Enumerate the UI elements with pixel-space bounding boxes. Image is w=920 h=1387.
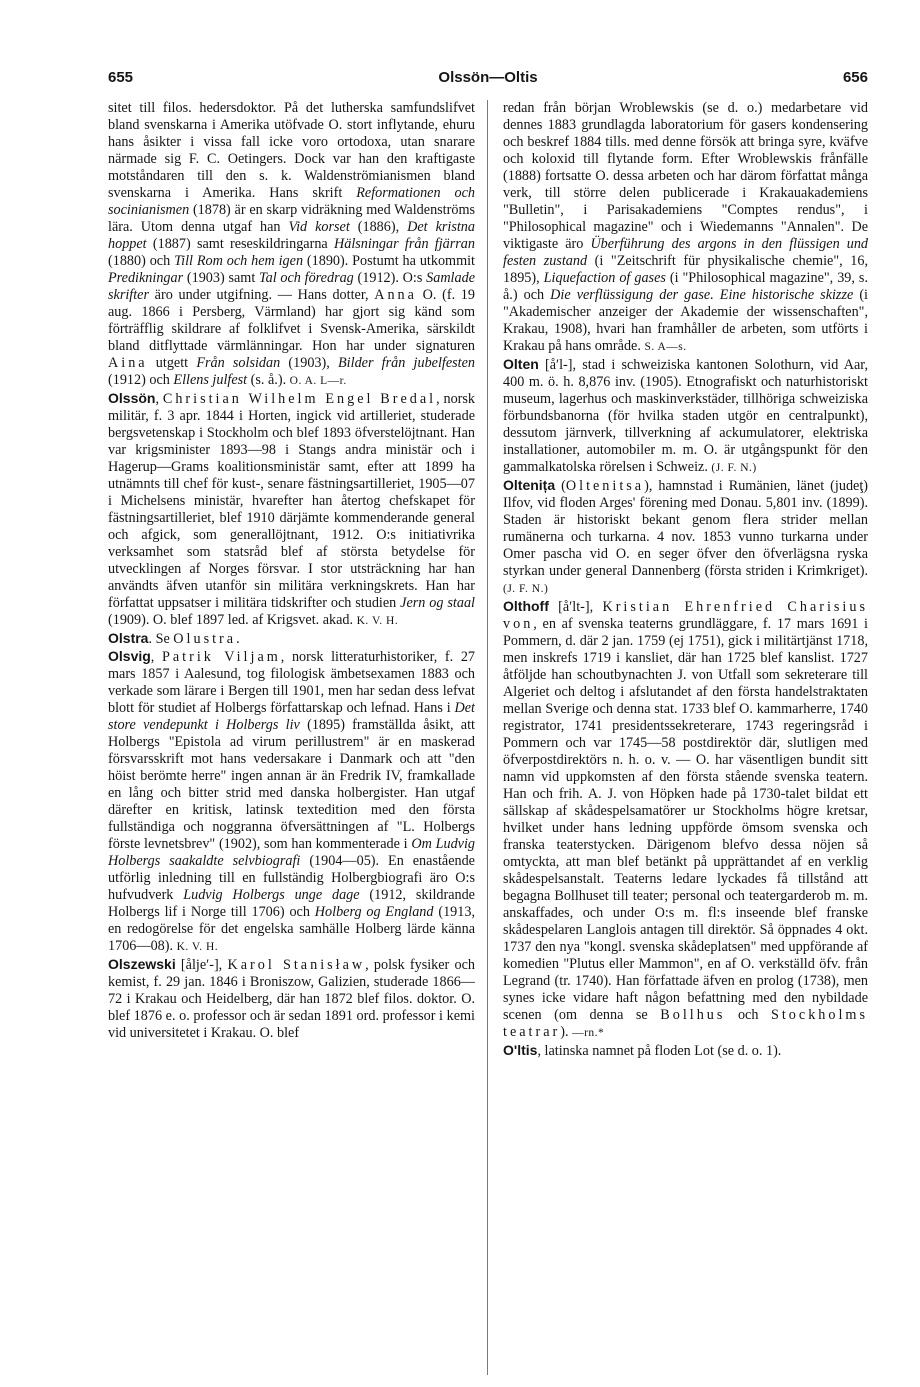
text-run: och xyxy=(725,1007,771,1023)
text-run: [åʹlt-], xyxy=(548,599,603,615)
spaced-name: Olustra xyxy=(173,631,237,647)
text-run: (1895) framställda åsikt, att Holbergs "Epistola ad virum perillustrem" är en maskerad försvarsskrift mot hans vedersakare i Danmark och att "den höist berömte herre" ingen annan är än Fredrik IV, framkallade en lång och bitter strid med danska holbergister. Han utgaf därefter en kritisk, latinsk textedition med den första fullständiga och noggranna öfversättningen af "L. Holbergs förste levnetsbrev" (1902), som han kommenterade i xyxy=(108,717,475,852)
text-run: (1887) samt reseskildringarna xyxy=(146,236,334,252)
italic-title: Det kristna hoppet xyxy=(108,219,475,252)
running-title: Olssön—Oltis xyxy=(438,69,538,86)
text-run: (1909). O. blef 1897 led. af Krigsvet. akad. xyxy=(108,612,357,628)
article-paragraph xyxy=(503,356,868,477)
italic-title: Samlade skrifter xyxy=(108,270,475,303)
headword: Olsvig xyxy=(108,648,151,664)
text-run: ( xyxy=(555,478,566,494)
article-paragraph xyxy=(108,648,475,956)
text-run: , en af svenska teaterns grundläggare, f. 17 mars 1691 i Pommern, d. där 2 jan. 1759 (ej 1751), gick i militärtjänst 1718, men inskrefs 1719 i kansliet, där han 1725 blef kanslist. 1727 åtföljde han schoutbynachten J. von Utfall som sekreterare till Algeriet och deltog i afslutandet af den första handelstraktaten mellan Sverige och denna stat. 1733 blef O. kammarherre, 1740 registrator, 1741 presidentssekreterare, 1743 regeringsråd i Pommern och var 1745—58 postdirektör där, slutligen med öfverpostdirektörs n. h. o. v. — O. har väsentligen bundit sitt namn vid uppkomsten af den första stående svenska teatern. Han och frih. A. J. von Höpken hade på 1730-talet bildat ett sällskap af skådespelsamatörer ur Stockholms högre kretsar, hvilket under hans ledning uppförde ömsom svenska och franska teaterstycken. Därigenom blefvo dessa nöjen så omtyckta, att man blef betänkt på upprättandet af en verklig skådespelsanstalt. Teaterns ledare lyckades få tillstånd att begagna Bollhuset till teater; personal och teatergarderob m. m. anskaffades, och under O:s m. fl:s inseende blef franske skådespelaren Langlois antagen till direktör. Så öppnades 4 okt. 1737 den nya "kongl. svenska skådeplatsen" med uppförande af komedien "Plutus eller Mammon", en af O. verkställd öfv. från Legrand (tr. 1740). Han författade äfven en prolog (1738), men synes icke vidare haft någon befattning med den nybildade scenen (om denna se xyxy=(503,616,868,1023)
spaced-name: Anna xyxy=(374,287,417,303)
spaced-name: Aina xyxy=(108,355,148,371)
italic-title: Hälsningar från fjärran xyxy=(333,236,475,252)
italic-title: Jern og staal xyxy=(400,595,475,611)
text-run: ), hamnstad i Rumänien, länet (judeţ) Ilfov, vid floden Arges' förening med Donau. 5,801 inv. (1899). Staden är historiskt bekant genom flera strider mellan rumänerna och turkarna. 4 nov. 1853 vunno turkarna under Omer pascha vid O. en seger öfver den öfverlägsna ryska styrkan under general Dannenberg (första striden i Krimkriget). xyxy=(503,478,868,579)
author-signature: (J. F. N.) xyxy=(711,462,757,474)
text-run: redan från början Wroblewskis (se d. o.) medarbetare vid dennes 1883 grundlagda laboratorium för gasers kondensering och beskref 1884 tills. med denne försök att bringa syre, kväfve och koloxid till flytande form. Efter Wroblewskis frånfälle (1888) fortsatte O. dessa arbeten och har därom författat många verk, till större delen publicerade i Krakauakademiens "Bulletin", i Parisakademiens "Comptes rendus", i "Philosophical magazine" och i Wiedemanns "Annalen". De viktigaste äro xyxy=(503,100,868,252)
author-signature: K. V. H. xyxy=(356,615,399,627)
spaced-name: Kristian Ehrenfried Charisius von xyxy=(503,599,868,632)
text-run: [åljeʹ-], xyxy=(175,957,228,973)
text-run: (1880) och xyxy=(108,253,175,269)
spaced-name: Oltenitsa xyxy=(565,478,645,494)
text-run: (1912). O:s xyxy=(353,270,427,286)
headword: Oltenița xyxy=(503,477,556,493)
text-run: (1903) samt xyxy=(183,270,260,286)
spaced-name: Christian Wilhelm Engel Bredal xyxy=(162,391,437,407)
author-signature: —rn.* xyxy=(572,1027,605,1039)
text-run: utgett xyxy=(147,355,197,371)
italic-title: Från solsidan xyxy=(196,355,281,371)
column-divider xyxy=(487,100,488,1375)
left-column xyxy=(108,100,475,1375)
italic-title: Tal och föredrag xyxy=(259,270,354,286)
italic-title: Ellens julfest xyxy=(173,372,248,388)
author-signature: S. A—s. xyxy=(644,341,687,353)
text-run: (1886), xyxy=(349,219,408,235)
headword: Olthoff xyxy=(503,598,549,614)
text-run: . xyxy=(236,631,240,647)
page-number-right: 656 xyxy=(842,69,868,86)
text-run: , xyxy=(150,649,162,665)
headword: Olssön xyxy=(108,390,156,406)
text-run: (i "Zeitschrift für physikalische chemie", 16, 1895), xyxy=(503,253,868,286)
italic-title: Ludvig Holbergs unge dage xyxy=(183,887,360,903)
page-header xyxy=(108,69,868,91)
text-run: (1913, en redogörelse för det engelska samhälle Holberg lärde känna 1706—08). xyxy=(108,904,475,954)
text-run: ). xyxy=(560,1024,573,1040)
italic-title: Liquefaction of gases xyxy=(543,270,666,286)
italic-title: Die verflüssigung der gase. Eine historische skizze xyxy=(550,287,854,303)
author-signature: (J. F. N.) xyxy=(503,583,549,595)
italic-title: Holberg og England xyxy=(314,904,434,920)
text-run: (1912) och xyxy=(108,372,174,388)
italic-title: Predikningar xyxy=(108,270,184,286)
article-paragraph xyxy=(108,956,475,1042)
spaced-name: Karol Stanisław xyxy=(227,957,366,973)
text-run: [åʹl-], stad i schweiziska kantonen Solothurn, vid Aar, 400 m. ö. h. 8,876 inv. (1905). Etnografiskt och naturhistoriskt museum, lagerhus och maskinverkstäder, tillhöriga schweiziska förbundsbanorna (för hvilka staden utgör en centralpunkt), dessutom järnverk, tillverkning af ackumulatorer, elektriska installationer, automobiler m. m. O. är utgångspunkt för den gammalkatolska rörelsen i Schweiz. xyxy=(503,357,868,475)
article-paragraph xyxy=(108,630,475,648)
spaced-name: Patrik Viljam xyxy=(161,649,281,665)
article-paragraph xyxy=(503,598,868,1042)
spaced-name: Bollhus xyxy=(660,1007,726,1023)
italic-title: Vid korset xyxy=(288,219,350,235)
article-paragraph xyxy=(108,390,475,630)
headword: Olszewski xyxy=(108,956,176,972)
italic-title: Om Ludvig Holbergs saakaldte selvbiografi xyxy=(108,836,475,869)
article-paragraph xyxy=(108,100,475,390)
text-run: (1890). Postumt ha utkommit xyxy=(303,253,475,269)
text-run: (1912, skildrande Holbergs lif i Norge till 1706) och xyxy=(108,887,475,920)
text-run: O. (f. 19 aug. 1866 i Persberg, Värmland) har gjort sig känd som förträfflig skildrare af folklifvet i Svensk-Amerika, särskildt bland ditflyttade värmlänningar. Hon har under signaturen xyxy=(108,287,475,354)
right-column xyxy=(503,100,868,1375)
text-run: , polsk fysiker och kemist, f. 29 jan. 1846 i Broniszow, Galizien, studerade 1866—72 i Krakau och Heidelberg, där han 1872 blef filos. doktor. O. blef 1876 e. o. professor och är sedan 1891 ord. professor i kemi vid universitetet i Krakau. O. blef xyxy=(108,957,475,1041)
article-paragraph xyxy=(503,477,868,598)
author-signature: O. A. L—r. xyxy=(289,375,347,387)
text-run: , xyxy=(155,391,163,407)
text-run: , norsk litteraturhistoriker, f. 27 mars 1857 i Aalesund, tog filologisk ämbetsexamen 1883 och verkade som lärare i Bergen till 1901, men har sedan dess lefvat blott för studiet af Holbergs författarskap och lefnad. Hans i xyxy=(108,649,475,716)
text-run: äro under utgifning. — Hans dotter, xyxy=(148,287,375,303)
article-paragraph xyxy=(503,1042,868,1060)
italic-title: Überführung des argons in den flüssigen und festen zustand xyxy=(503,236,868,269)
text-run: (1878) är en skarp vidräkning med Waldenströms lära. Utom denna utgaf han xyxy=(108,202,475,235)
italic-title: Till Rom och hem igen xyxy=(174,253,304,269)
text-run: (1903), xyxy=(280,355,339,371)
text-run: , norsk militär, f. 3 apr. 1844 i Horten, ingick vid artilleriet, studerade bergsvetenskap i Stockholm och blef 1893 öfverstelöjtnant. Han var krigsminister 1893—98 i Stangs andra ministär och i Hagerup—Grams koalitionsministär samt, efter att 1899 ha utnämnts till chef för kust-, senare fästningsartilleriet, 1905—07 i Michelsens ministär, hvarefter han återtog chefskapet för fästningsartilleriet, blef 1910 därjämte kommenderande general och afgick, som generallöjtnant, 1912. O:s initiativrika verksamhet som statsråd blef af största betydelse för utvecklingen af Norges försvar. I stor utsträckning har han användts äfven utanför sin militära verkningskrets. Han har författat uppsatser i militära tidskrifter och studien xyxy=(108,391,475,611)
headword: Olstra xyxy=(108,630,149,646)
italic-title: Det store vendepunkt i Holbergs liv xyxy=(108,700,475,733)
spaced-name: Stockholms teatrar xyxy=(503,1007,868,1040)
italic-title: Bilder från jubelfesten xyxy=(338,355,475,371)
text-run: (i "Akademischer anzeiger der Akademie der wissenschaften", Krakau, 1908), hvari han framhåller de arbeten, som utförts i Krakau på hans område. xyxy=(503,287,868,354)
headword: O'ltis xyxy=(503,1042,538,1058)
headword: Olten xyxy=(503,356,539,372)
text-run: (1904—05). En enastående utförlig inledning till en fullständig Holbergbiografi äro O:s hufvudverk xyxy=(108,853,475,903)
text-run: (i "Philosophical magazine", 39, s. å.) och xyxy=(503,270,868,303)
text-run: (s. å.). xyxy=(247,372,290,388)
italic-title: Reformationen och socinianismen xyxy=(108,185,475,218)
text-run: sitet till filos. hedersdoktor. På det lutherska samfundslifvet bland svenskarna i Amerika utöfvade O. stort inflytande, ehuru hans åsikter i vissa fall icke voro ortodoxa, utan snarare närmade sig F. C. Oetingers. Dock var han den kraftigaste motståndaren till den s. k. Waldenströmianismen bland svenskarna i Amerika. Hans skrift xyxy=(108,100,475,201)
article-paragraph xyxy=(503,100,868,356)
author-signature: K. V. H. xyxy=(176,941,219,953)
page-number-left: 655 xyxy=(108,69,134,86)
text-run: . Se xyxy=(148,631,174,647)
text-run: , latinska namnet på floden Lot (se d. o. 1). xyxy=(537,1043,782,1059)
